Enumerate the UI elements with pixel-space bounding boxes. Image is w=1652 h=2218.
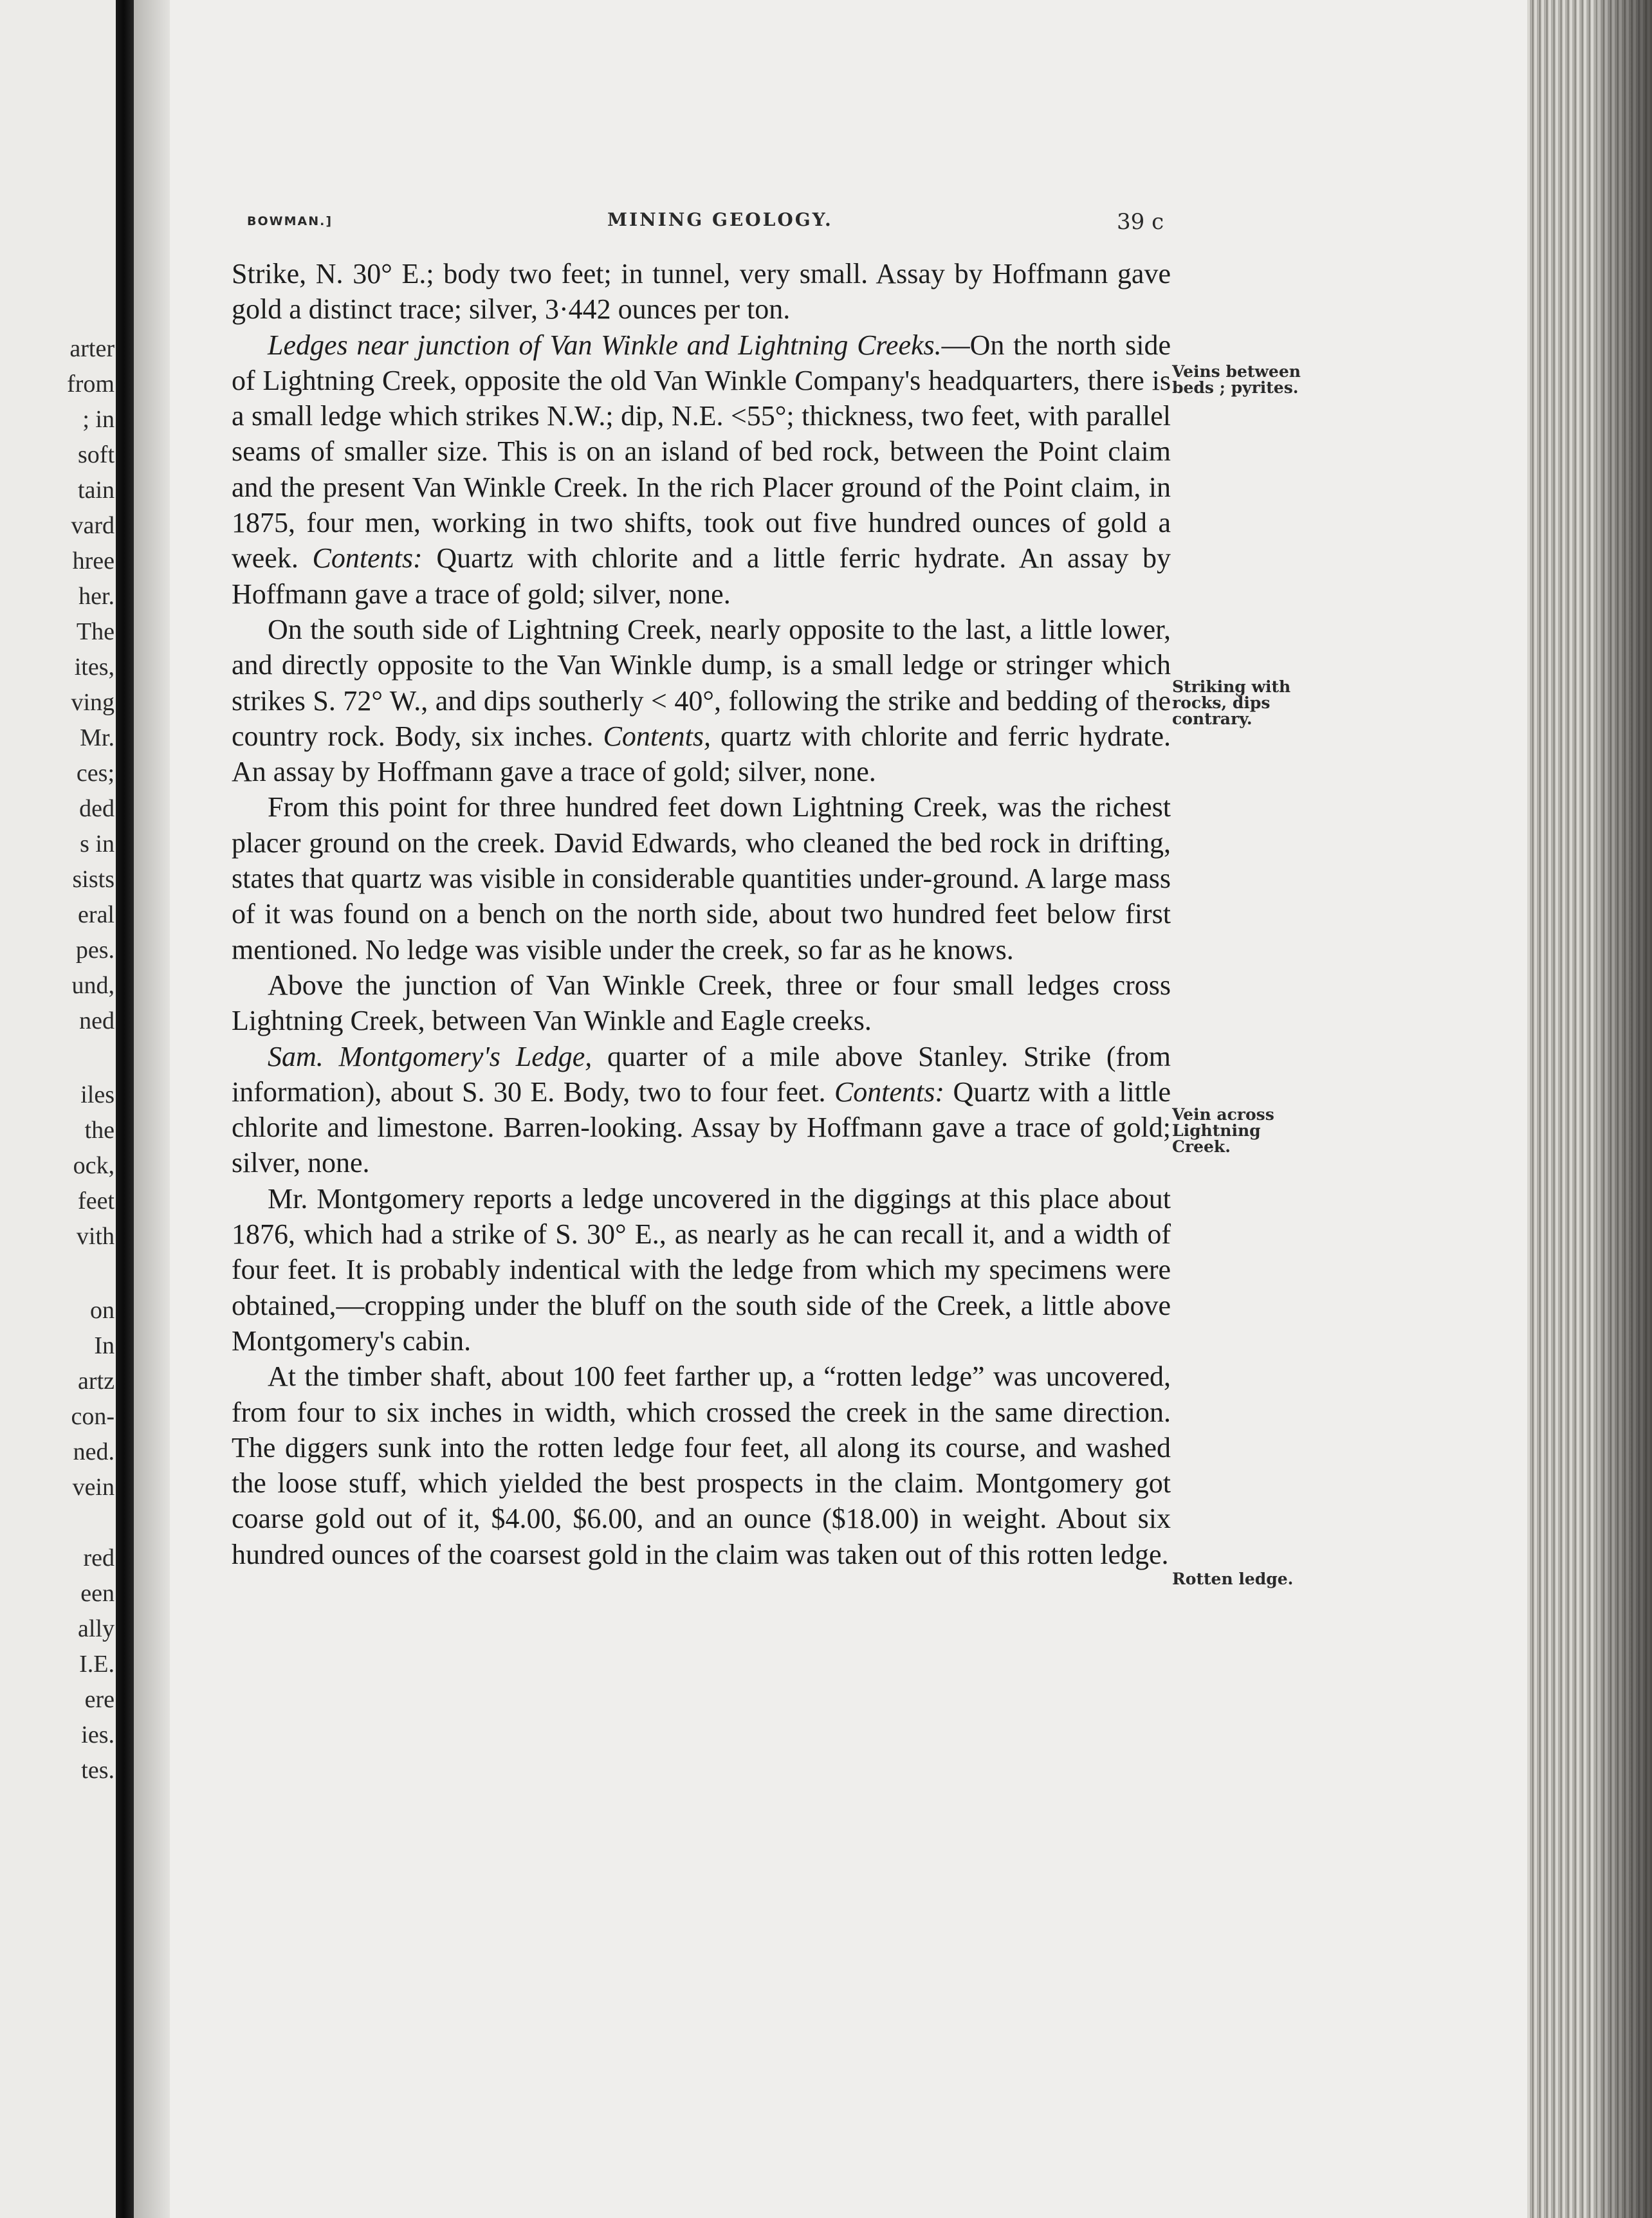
contents-label: Contents, xyxy=(603,720,711,752)
margin-note-veins xyxy=(1172,363,1301,396)
paragraph-text: Mr. Montgomery reports a ledge uncovered in the diggings at this place about 1876, which had a strike of S. 30° E., as nearly as he can recall it, and a width of four feet. It is probably indentical with the ledge from which my specimens were obtained,—cropping under the bluff on the south side of the Creek, a little above Montgomery's cabin. xyxy=(232,1182,1171,1357)
margin-note-line: Rotten ledge. xyxy=(1172,1570,1294,1588)
facing-page-fragment: ned xyxy=(79,1007,115,1034)
facing-page-fragment: een xyxy=(80,1580,115,1607)
page-stack-edges xyxy=(1527,0,1652,2218)
facing-page-fragment: I.E. xyxy=(79,1651,115,1678)
margin-note-line: Creek. xyxy=(1172,1137,1231,1156)
paragraph-text: Quartz with chlorite and a little ferric hydrate. An assay by Hoffmann gave a trace of gold; silver, none. xyxy=(232,542,1171,610)
facing-page-fragment: iles xyxy=(80,1081,115,1108)
paragraph xyxy=(232,1181,1171,1359)
margin-note-line: beds ; pyrites. xyxy=(1172,378,1299,397)
facing-page-fragment: hree xyxy=(72,547,115,574)
margin-note-line: Striking with xyxy=(1172,677,1291,696)
paragraph-text: At the timber shaft, about 100 feet farther up, a “rotten ledge” was uncovered, from four to six inches in width, which crossed the creek in the same direction. The diggers sunk into the rotten ledge four feet, all along its course, and washed the loose stuff, which yielded the best prospects in the claim. Montgomery got coarse gold out of it, $4.00, $6.00, and an ounce ($18.00) in weight. About six hundred ounces of the coarsest gold in the claim was taken out of this rotten ledge. xyxy=(232,1361,1171,1570)
margin-note-line: Veins between xyxy=(1172,362,1301,381)
paragraph xyxy=(232,327,1171,612)
margin-note-line: Vein across xyxy=(1172,1105,1274,1124)
facing-page-fragment: ies. xyxy=(81,1721,115,1748)
book-spine xyxy=(116,0,135,2218)
facing-page-fragment: tain xyxy=(78,477,115,504)
facing-page-fragment: vith xyxy=(76,1223,115,1250)
facing-page-fragment: con- xyxy=(71,1403,115,1430)
facing-page-fragment: ock, xyxy=(73,1152,115,1179)
body-text xyxy=(232,256,1171,1572)
running-header xyxy=(247,209,1173,241)
paragraph-text: Quartz with a little chlorite and limestone. Barren-looking. Assay by Hoffmann gave a trace of gold; silver, none. xyxy=(232,1076,1171,1179)
margin-note-line: Lightning xyxy=(1172,1121,1261,1140)
paragraph-text: quarter of a mile above Stanley. Strike (from information), about S. 30 E. Body, two to four feet. xyxy=(232,1040,1171,1108)
facing-page-fragment: arter xyxy=(69,335,115,362)
facing-page-fragment: pes. xyxy=(75,937,115,964)
section-heading: Sam. Montgomery's Ledge, xyxy=(268,1040,592,1072)
facing-page-fragment: her. xyxy=(78,583,115,610)
facing-page-fragment: ving xyxy=(71,689,115,716)
paragraph-text: Strike, N. 30° E.; body two feet; in tunnel, very small. Assay by Hoffmann gave gold a distinct trace; silver, 3·442 ounces per ton. xyxy=(232,258,1171,325)
facing-page-fragment: the xyxy=(84,1117,115,1144)
facing-page-fragment: vein xyxy=(72,1474,115,1501)
page-gutter xyxy=(134,0,172,2218)
facing-page-fragment: ere xyxy=(84,1686,115,1713)
paragraph-text: On the south side of Lightning Creek, nearly opposite to the last, a little lower, and directly opposite to the Van Winkle dump, is a small ledge or stringer which strikes S. 72° W., and dips southerly < 40°, following the strike and bedding of the country rock. Body, six inches. xyxy=(232,613,1171,752)
margin-note-vein-across xyxy=(1172,1106,1274,1155)
paragraph-text: From this point for three hundred feet down Lightning Creek, was the richest placer ground on the creek. David Edwards, who cleaned the bed rock in drifting, states that quartz was visible in considerable quantities under-ground. A large mass of it was found on a bench on the north side, about two hundred feet below first mentioned. No ledge was visible under the creek, so far as he knows. xyxy=(232,791,1171,966)
margin-note-line: rocks, dips xyxy=(1172,693,1271,712)
facing-page-fragment: tes. xyxy=(81,1757,115,1784)
margin-note-rotten-ledge xyxy=(1172,1571,1293,1587)
facing-page-fragment: In xyxy=(94,1332,115,1359)
facing-page-fragment: red xyxy=(83,1544,115,1572)
facing-page-fragment: The xyxy=(76,618,115,645)
facing-page-fragment: eral xyxy=(78,901,115,928)
paragraph-text: quartz with chlorite and ferric hydrate. An assay by Hoffmann gave a trace of gold; silver, none. xyxy=(232,720,1171,788)
facing-page-fragment: und, xyxy=(71,972,115,999)
facing-page-fragment: on xyxy=(90,1297,115,1324)
paragraph xyxy=(232,967,1171,1039)
facing-page-fragment: ites, xyxy=(74,654,115,681)
page-number: 39 c xyxy=(1117,209,1164,235)
facing-page-fragment: soft xyxy=(78,441,115,468)
paragraph-text: Above the junction of Van Winkle Creek, three or four small ledges cross Lightning Creek, between Van Winkle and Eagle creeks. xyxy=(232,969,1171,1037)
margin-note-line: contrary. xyxy=(1172,710,1253,728)
paragraph xyxy=(232,1039,1171,1181)
paragraph xyxy=(232,612,1171,789)
facing-page-fragment: from xyxy=(67,371,115,398)
facing-page-fragment: ded xyxy=(79,795,115,822)
facing-page-fragment: ally xyxy=(78,1615,115,1642)
facing-page-fragment: ces; xyxy=(76,760,115,787)
facing-page-edge xyxy=(0,0,122,2218)
facing-page-fragment: ; in xyxy=(82,406,115,433)
section-heading: Ledges near junction of Van Winkle and Lightning Creeks. xyxy=(268,329,942,361)
margin-note-striking xyxy=(1172,679,1290,727)
header-author: BOWMAN.] xyxy=(247,214,333,228)
facing-page-fragment: ned. xyxy=(73,1438,115,1465)
facing-page-fragment: sists xyxy=(72,866,115,893)
paragraph xyxy=(232,1359,1171,1572)
paragraph xyxy=(232,256,1171,327)
facing-page-fragment: s in xyxy=(80,830,115,857)
contents-label: Contents: xyxy=(834,1076,945,1108)
facing-page-fragment: Mr. xyxy=(80,724,115,751)
facing-page-fragment: artz xyxy=(78,1368,115,1395)
contents-label: Contents: xyxy=(312,542,423,574)
paragraph-text: —On the north side of Lightning Creek, opposite the old Van Winkle Company's headquarters, there is a small ledge which strikes N.W.; dip, N.E. <55°; thickness, two feet, with parallel seams of smaller size. This is on an island of bed rock, between the Point claim and the present Van Winkle Creek. In the rich Placer ground of the Point claim, in 1875, four men, working in two shifts, took out five hundred ounces of gold a week. xyxy=(232,329,1171,574)
header-title: MINING GEOLOGY. xyxy=(607,209,833,230)
paragraph xyxy=(232,789,1171,967)
facing-page-fragment: vard xyxy=(71,512,115,539)
facing-page-fragment: feet xyxy=(78,1187,115,1214)
